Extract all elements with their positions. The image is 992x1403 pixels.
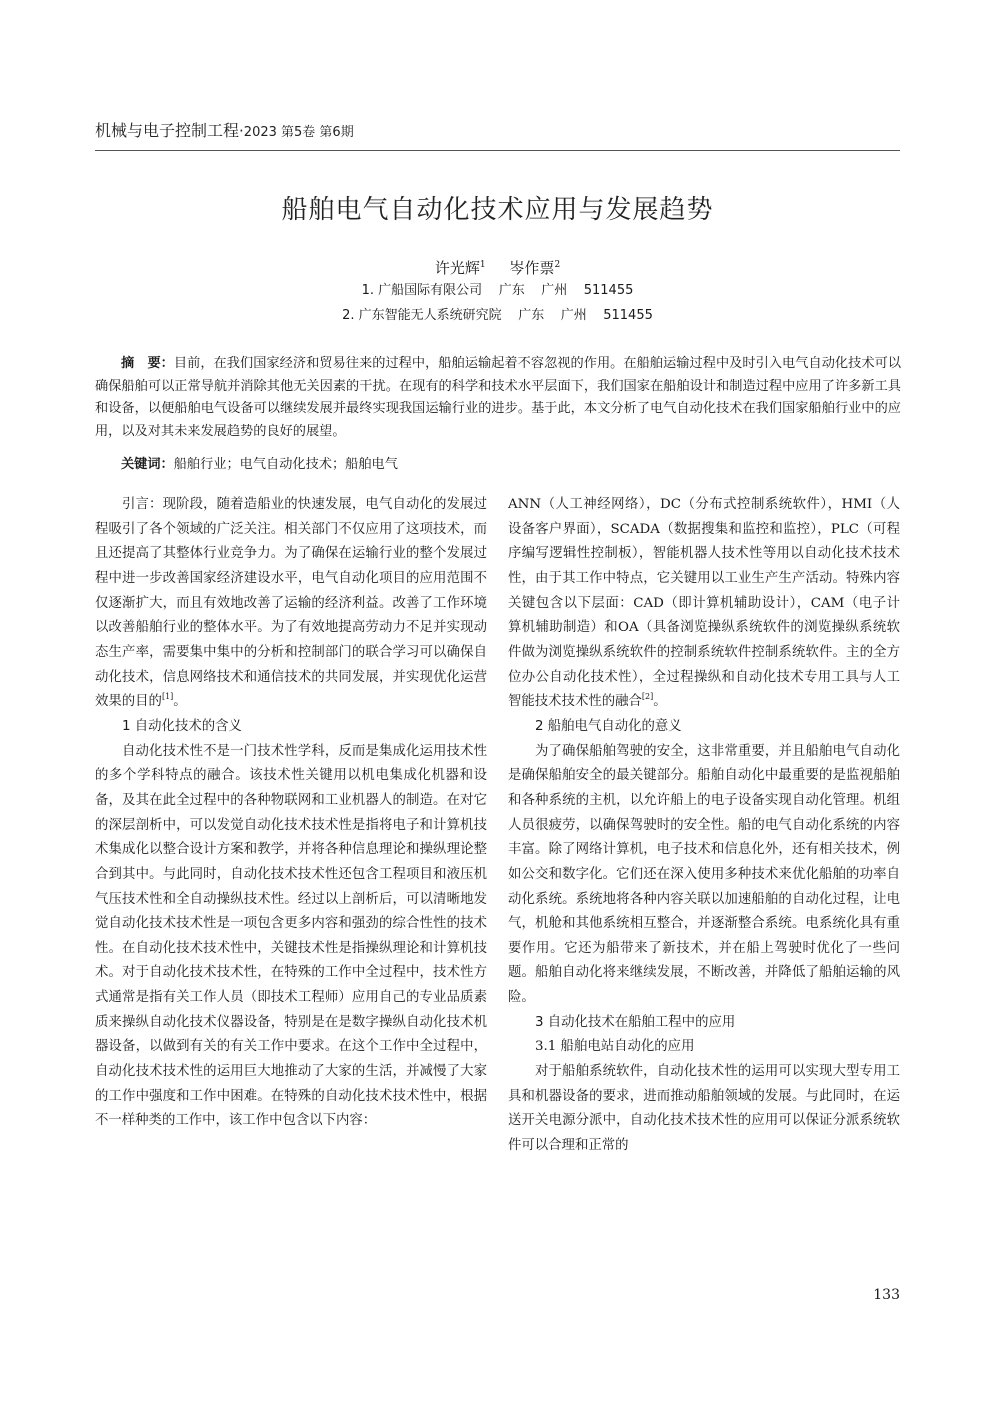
author-name: 许光辉 <box>434 259 480 277</box>
section-1-continuation <box>508 493 900 715</box>
author-affil-mark: 1 <box>479 260 486 270</box>
abstract <box>95 353 901 443</box>
section-3-1-paragraph: 对于船舶系统软件，自动化技术性的运用可以实现大型专用工具和机器设备的要求，进而推动船舶领域的发展。与此同时，在运送开关电源分派中，自动化技术技术性的应用可以保证分派系统软件可以合理和正常的 <box>508 1064 900 1154</box>
left-column <box>95 493 487 1134</box>
keywords-text: 船舶行业；电气自动化技术；船舶电气 <box>173 457 398 472</box>
page-number: 133 <box>873 1287 900 1303</box>
section-2-paragraph: 为了确保船舶驾驶的安全，这非常重要，并且船舶电气自动化是确保船舶安全的最关键部分。船舶自动化中最重要的是监视船舶和各种系统的主机，以允许船上的电子设备实现自动化管理。机组人员很疲劳，以确保驾驶时的安全性。船的电气自动化系统的内容丰富。除了网络计算机，电子技术和信息化外，还有相关技术，例如公交和数字化。它们还在深入使用多种技术来优化船舶的功率自动化系统。系统地将各种内容关联以加速船舶的自动化过程，让电气，机舱和其他系统相互整合，并逐渐整合系统。电系统化具有重要作用。它还为船带来了新技术，并在船上驾驶时优化了一些问题。船舶自动化将来继续发展，不断改善，并降低了船舶运输的风险。 <box>508 743 900 1006</box>
section-1-cont-end: 。 <box>653 694 667 710</box>
journal-issue: 2023 第5卷 第6期 <box>243 125 354 140</box>
intro-paragraph <box>95 493 487 715</box>
keywords-label: 关键词： <box>121 457 174 472</box>
intro-end: 。 <box>173 694 187 710</box>
affiliation-2: 2. 广东智能无人系统研究院 广东 广州 511455 <box>342 308 653 323</box>
citation-ref: [1] <box>161 692 174 702</box>
section-1-heading: 1 自动化技术的含义 <box>122 718 242 734</box>
abstract-label: 摘 要： <box>121 356 174 371</box>
header-separator: · <box>239 122 244 140</box>
author-affil-mark: 2 <box>554 260 561 270</box>
right-column <box>508 493 900 1159</box>
running-header <box>95 120 900 151</box>
paper-title: 船舶电气自动化技术应用与发展趋势 <box>281 195 714 225</box>
author-list <box>95 253 900 280</box>
section-3-heading: 3 自动化技术在船舶工程中的应用 <box>535 1014 736 1030</box>
section-3-1-heading: 3.1 船舶电站自动化的应用 <box>535 1039 695 1055</box>
author-name: 岑作票 <box>509 259 555 277</box>
citation-ref: [2] <box>641 692 654 702</box>
journal-info <box>95 120 354 144</box>
affiliation-1: 1. 广船国际有限公司 广东 广州 511455 <box>361 283 634 298</box>
abstract-text: 目前，在我们国家经济和贸易往来的过程中，船舶运输起着不容忽视的作用。在船舶运输过程中及时引入电气自动化技术可以确保船舶可以正常导航并消除其他无关因素的干扰。在现有的科学和技术水平层面下，我们国家在船舶设计和制造过程中应用了许多新工具和设备，以便船舶电气设备可以继续发展并最终实现我国运输行业的进步。基于此，本文分析了电气自动化技术在我们国家船舶行业中的应用，以及对其未来发展趋势的良好的展望。 <box>95 356 902 439</box>
section-1-paragraph: 自动化技术性不是一门技术性学科，反而是集成化运用技术性的多个学科特点的融合。该技术性关键用以机电集成化机器和设备，及其在此全过程中的各种物联网和工业机器人的制造。在对它的深层剖析中，可以发觉自动化技术技术性是指将电子和计算机技术集成化以整合设计方案和教学，并将各种信息理论和操纵理论整合到其中。与此同时，自动化技术技术性还包含工程项目和液压机气压技术性和全自动操纵技术性。经过以上剖析后，可以清晰地发觉自动化技术技术性是一项包含更多内容和强劲的综合性性的技术性。在自动化技术技术性中，关键技术性是指操纵理论和计算机技术。对于自动化技术技术性，在特殊的工作中全过程中，技术性方式通常是指有关工作人员（即技术工程师）应用自己的专业品质素质来操纵自动化技术仪器设备，特别是在是数字操纵自动化技术机器设备，以做到有关的有关工作中要求。在这个工作中全过程中，自动化技术技术性的运用巨大地推动了大家的生活，并减慢了大家的工作中强度和工作中困难。在特殊的自动化技术技术性中，根据不一样种类的工作中，该工作中包含以下内容： <box>95 743 487 1129</box>
section-2-heading: 2 船舶电气自动化的意义 <box>535 718 682 734</box>
journal-name: 机械与电子控制工程 <box>95 121 240 140</box>
section-1-cont-text: ANN（人工神经网络），DC（分布式控制系统软件），HMI（人设备客户界面），SCADA（数据搜集和监控和监控），PLC（可程序编写逻辑性控制板），智能机器人技术性等用以自动化技术技术性，由于其工作中特点，它关键用以工业生产生产活动。特殊内容关键包含以下层面：CAD（即计算机辅助设计），CAM（电子计算机辅助制造）和OA（具备浏览操纵系统软件的浏览操纵系统软件做为浏览操纵系统软件的控制系统软件控制系统软件。主的全方位办公自动化技术性），全过程操纵和自动化技术专用工具与人工智能技术技术性的融合 <box>508 497 900 710</box>
keywords <box>121 454 901 477</box>
intro-text: 引言：现阶段，随着造船业的快速发展，电气自动化的发展过程吸引了各个领域的广泛关注。相关部门不仅应用了这项技术，而且还提高了其整体行业竞争力。为了确保在运输行业的整个发展过程中进一步改善国家经济建设水平，电气自动化项目的应用范围不仅逐渐扩大，而且有效地改善了运输的经济利益。改善了工作环境以改善船舶行业的整体水平。为了有效地提高劳动力不足并实现动态生产率，需要集中集中的分析和控制部门的联合学习可以确保自动化技术，信息网络技术和通信技术的共同发展，并实现优化运营效果的目的 <box>95 497 487 710</box>
